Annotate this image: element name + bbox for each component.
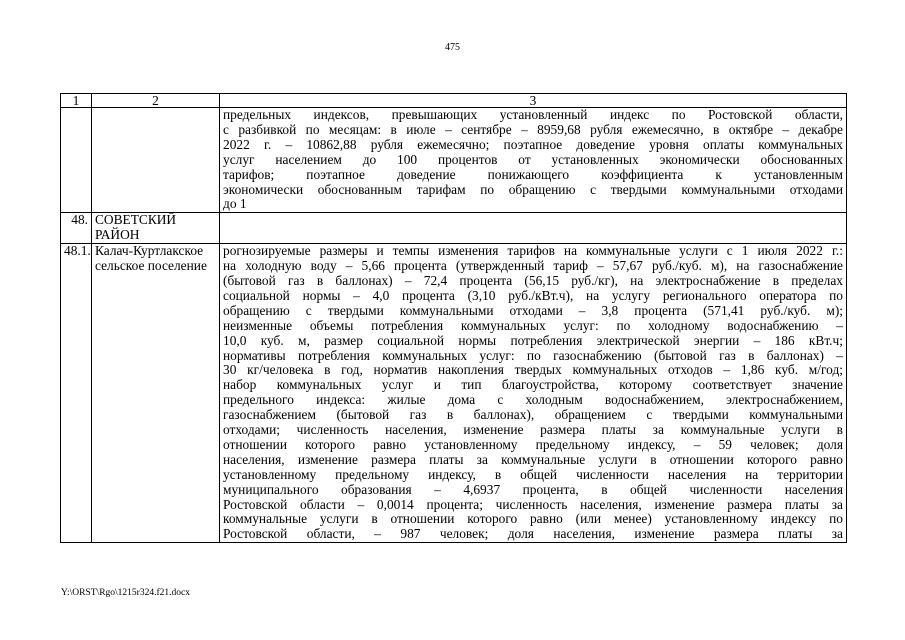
table-header-row [61,94,847,108]
text-line: населения, изменение размера платы за коммунальные услуги в отношении которого равно [223,451,843,467]
row-number: 48.1. [61,244,92,543]
text-line: услуг населением до 100 процентов от установленных экономически обоснованных [223,151,843,167]
text-line: тарифов; поэтапное доведение понижающего коэффициента к установленным [223,166,843,182]
text-line: экономически обоснованным тарифам по обращению с твердыми коммунальными отходами [223,181,843,197]
text-line: неизменные объемы потребления коммунальных услуг: по холодному водоснабжению – [223,317,843,333]
text-line: социальной нормы – 4,0 процента (3,10 руб./кВт.ч), на услугу регионального оператора по [223,287,843,303]
text-line: муниципального образования – 4,6937 процента, в общей численности населения [223,481,843,497]
text-line: 2022 г. – 10862,88 рубля ежемесячно; поэтапное доведение уровня оплаты коммунальных [223,136,843,152]
column-header-3: 3 [220,94,847,108]
continuation-text [220,108,847,213]
text-line: газоснабжением (бытовой газ в баллонах), обращением с твердыми коммунальными [223,407,843,423]
text-line: 30 кг/человека в год, норматив накопления твердых коммунальных отходов – 1,86 куб. м/год; [223,362,843,378]
continuation-row [61,108,847,213]
empty-cell [61,108,92,213]
text-line: предельного индекса: жилые дома с холодным водоснабжением, электроснабжением, [223,392,843,408]
text-line: отходами; численность населения, изменение размера платы за коммунальные услуги в [223,422,843,438]
text-line: коммунальные услуги в отношении которого равно (или менее) установленному индексу по [223,511,843,527]
column-header-2: 2 [92,94,220,108]
text-line: с разбивкой по месяцам: в июле – сентябре – 8959,68 рубля ежемесячно, в октябре – декабре [223,121,843,137]
text-line: Ростовской области, – 987 человек; доля населения, изменение размера платы за [223,526,843,542]
text-line: на холодную воду – 5,66 процента (утвержденный тариф – 57,67 руб./куб. м), на газоснабжение [223,258,843,274]
text-line: обращению с твердыми коммунальными отходами – 3,8 процента (571,41 руб./куб. м); [223,302,843,318]
settlement-name-line: Калач-Куртлакское [95,243,204,259]
section-number: 48. [61,213,92,244]
section-name-line: СОВЕТСКИЙ [95,212,177,228]
section-name [92,213,220,244]
text-line: нормативы потребления коммунальных услуг: по газоснабжению (бытовой газ в баллонах) – [223,347,843,363]
document-table [60,93,847,543]
text-line: 10,0 куб. м, размер социальной нормы потребления электрической энергии – 186 кВт.ч; [223,332,843,348]
text-line: рогнозируемые размеры и темпы изменения тарифов на коммунальные услуги с 1 июля 2022 г.: [223,243,843,259]
table-row [61,244,847,543]
text-line: Ростовской области – 0,0014 процента; численность населения, изменение размера платы за [223,496,843,512]
section-row [61,213,847,244]
column-header-1: 1 [61,94,92,108]
text-line: отношении которого равно установленному предельному индексу, – 59 человек; доля [223,436,843,452]
text-line: предельных индексов, превышающих установленный индекс по Ростовской области, [223,107,843,122]
settlement-name-line: сельское поселение [95,258,207,274]
file-path-footer: Y:\ORST\Rgo\1215r324.f21.docx [61,588,190,598]
page-number: 475 [445,42,460,53]
row-text [220,244,847,543]
section-name-line: РАЙОН [95,227,140,243]
empty-cell [92,108,220,213]
settlement-name [92,244,220,543]
text-line: установленному предельному индексу, в общей численности населения на территории [223,466,843,482]
text-line: (бытовой газ в баллонах) – 72,4 процента (56,15 руб./кг), на электроснабжение в пределах [223,272,843,288]
text-line: набор коммунальных услуг и тип благоустройства, которому соответствует значение [223,377,843,393]
empty-cell [220,213,847,244]
text-line: до 1 [223,196,247,212]
